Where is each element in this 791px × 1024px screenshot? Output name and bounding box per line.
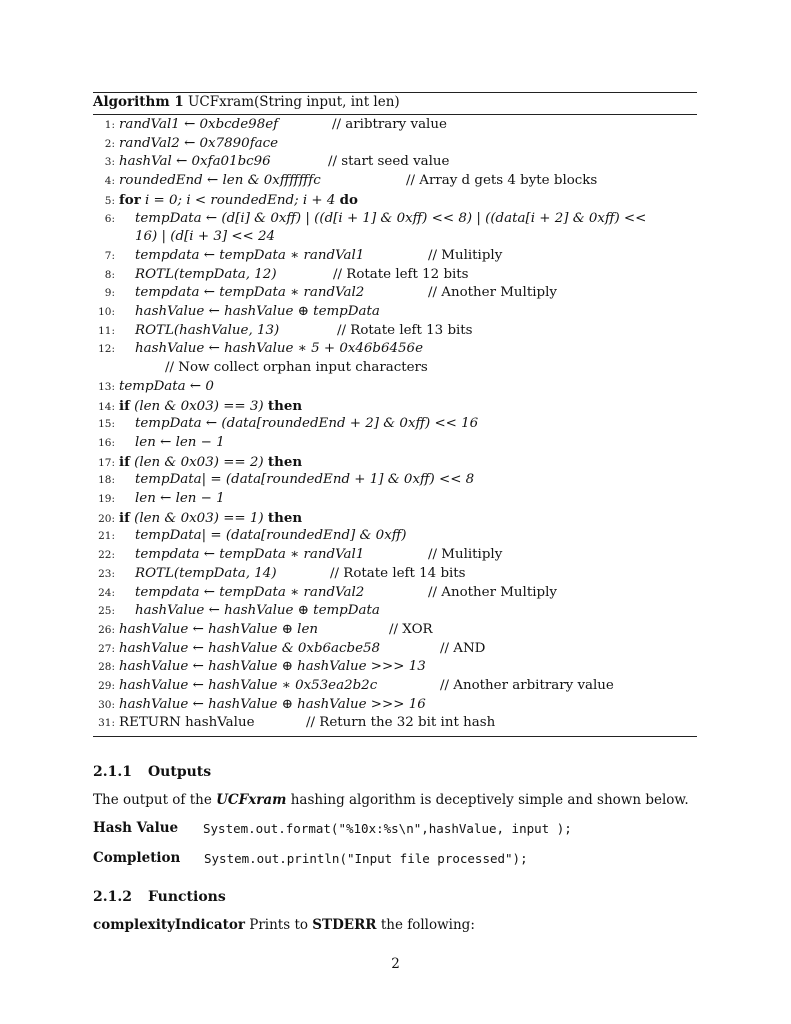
code-text: hashValue ← hashValue & 0xb6acbe58 [119, 640, 381, 656]
algorithm-line [93, 696, 426, 714]
code-text: 16) | (d[i + 3] << 24 [135, 229, 276, 245]
line-body [119, 153, 271, 171]
line-number: 15: [98, 418, 115, 431]
line-number: 23: [98, 567, 115, 580]
line-body [119, 509, 302, 528]
code-comment: // XOR [389, 621, 433, 637]
keyword: then [267, 509, 303, 526]
code-text: tempData ← (d[i] & 0xff) | ((d[i + 1] & 0xff) << 8) | ((data[i + 2] & 0xff) << [135, 210, 647, 226]
line-number: 30: [98, 698, 115, 711]
code-text: randVal1 ← 0xbcde98ef [119, 117, 279, 132]
function-name: complexityIndicator [93, 917, 245, 933]
code-comment: // Mulitiply [428, 247, 503, 263]
line-body [135, 434, 225, 452]
line-number: 20: [98, 512, 115, 525]
line-body [135, 322, 279, 340]
code-comment: // Rotate left 12 bits [333, 266, 469, 282]
algorithm-line [93, 621, 433, 639]
line-body [135, 584, 364, 602]
line-number: 26: [98, 623, 115, 636]
line-number: 1: [104, 119, 115, 131]
algorithm-line [93, 135, 278, 153]
line-body [135, 340, 423, 358]
outputs-intro-paragraph [93, 792, 689, 808]
line-number: 12: [98, 343, 115, 356]
algorithm-line [93, 453, 302, 471]
code-text: i = 0; i < roundedEnd; i + 4 [145, 192, 336, 208]
algorithm-line [93, 210, 646, 228]
algorithm-line [93, 303, 380, 321]
line-body [119, 640, 380, 658]
algorithm-caption [93, 94, 400, 110]
code-text: hashValue ← hashValue ∗ 0x53ea2b2c [119, 678, 378, 693]
intro-text-end: hashing algorithm is deceptively simple and shown below. [286, 792, 689, 808]
code-text: tempdata ← tempData ∗ randVal2 [135, 584, 365, 600]
algorithm-line [93, 284, 557, 302]
code-text: ROTL(hashValue, 13) [135, 322, 280, 338]
line-body [119, 397, 302, 416]
line-number: 3: [104, 156, 115, 169]
line-number: 2: [104, 137, 115, 150]
line-body [135, 602, 380, 620]
keyword: then [267, 397, 303, 414]
line-body [119, 378, 214, 396]
code-text: tempData| = (data[roundedEnd] & 0xff) [135, 528, 407, 544]
algorithm-line [93, 359, 428, 377]
line-number: 11: [98, 324, 115, 337]
line-number: 28: [98, 661, 115, 674]
line-body [135, 527, 406, 545]
algorithm-top-rule [93, 92, 697, 93]
code-text: hashValue ← hashValue ∗ 5 + 0x46b6456e [135, 341, 424, 357]
line-number: 14: [98, 400, 115, 413]
algorithm-line [93, 658, 426, 676]
algorithm-line [93, 434, 225, 452]
line-body [135, 546, 364, 564]
code-text: tempData ← (data[roundedEnd + 2] & 0xff) << 16 [135, 416, 479, 432]
algorithm-line [93, 714, 496, 732]
algorithm-line [93, 415, 478, 433]
section-title: Outputs [147, 764, 212, 780]
code-text: (len & 0x03) == 2) [134, 454, 264, 470]
line-body [119, 453, 302, 472]
line-body [135, 415, 478, 433]
algorithm-line [93, 340, 423, 358]
code-text: tempdata ← tempData ∗ randVal2 [135, 285, 365, 301]
code-comment: // Array d gets 4 byte blocks [406, 173, 598, 189]
algorithm-line [93, 509, 302, 527]
code-text: len ← len − 1 [135, 491, 225, 506]
line-body [135, 284, 364, 302]
code-comment: // Mulitiply [428, 547, 503, 563]
code-text: RETURN hashValue [119, 715, 255, 731]
algorithm-line [93, 527, 406, 545]
line-body [119, 658, 426, 676]
code-text: hashValue ← hashValue ⊕ tempData [135, 304, 380, 319]
keyword: if [119, 397, 130, 414]
algorithm-line [93, 191, 358, 209]
algorithm-line [93, 490, 225, 508]
algorithm-label: Algorithm 1 [93, 94, 184, 110]
code-comment: // Now collect orphan input characters [165, 360, 428, 376]
algorithm-line [93, 172, 598, 190]
hash-value-label: Hash Value [93, 820, 179, 836]
line-number: 29: [98, 680, 115, 692]
line-number: 18: [98, 474, 115, 487]
code-text: randVal2 ← 0x7890face [119, 135, 279, 151]
algorithm-line [93, 397, 302, 415]
function-desc-end: the following: [376, 917, 475, 933]
code-comment: // Another arbitrary value [440, 678, 614, 693]
code-text: ROTL(tempData, 14) [135, 565, 277, 581]
line-body [119, 714, 255, 732]
completion-code: System.out.println("Input file processed"); [204, 851, 528, 866]
line-body [135, 247, 364, 265]
code-text: hashValue ← hashValue ⊕ len [119, 621, 319, 637]
section-number: 2.1.2 [93, 889, 132, 905]
code-text: hashValue ← hashValue ⊕ hashValue >>> 13 [119, 659, 426, 675]
line-number: 16: [98, 436, 115, 449]
algorithm-line [93, 247, 503, 265]
line-number: 4: [104, 175, 115, 188]
line-number: 24: [98, 586, 115, 599]
line-number: 22: [98, 549, 115, 562]
algorithm-line [93, 228, 275, 246]
hash-value-code: System.out.format("%10x:%s\n",hashValue, input ); [203, 821, 572, 836]
page-number: 2 [391, 956, 400, 972]
line-body [135, 228, 275, 246]
algorithm-line [93, 584, 557, 602]
code-comment: // AND [440, 640, 486, 656]
line-number: 19: [98, 493, 115, 505]
code-text: hashValue ← hashValue ⊕ hashValue >>> 16 [119, 696, 426, 712]
algorithm-bottom-rule [93, 736, 697, 737]
line-body [135, 266, 277, 284]
functions-item [93, 917, 475, 933]
algorithm-line [93, 116, 447, 134]
algorithm-caption-rule [93, 114, 697, 115]
section-heading-outputs [93, 764, 211, 780]
code-comment: // aribtrary value [332, 117, 447, 132]
code-text: ROTL(tempData, 12) [135, 266, 277, 282]
line-number: 31: [98, 717, 115, 730]
code-text: (len & 0x03) == 3) [134, 398, 264, 414]
code-text: hashVal ← 0xfa01bc96 [119, 154, 271, 170]
line-body [135, 210, 646, 228]
section-heading-functions [93, 889, 226, 905]
line-number: 21: [98, 530, 115, 543]
code-text: hashValue ← hashValue ⊕ tempData [135, 603, 380, 619]
algorithm-line [93, 266, 469, 284]
line-body [119, 191, 358, 210]
line-number: 27: [98, 642, 115, 655]
line-body [119, 621, 318, 639]
intro-text: The output of the [93, 792, 217, 808]
line-body [135, 490, 225, 508]
algorithm-line [93, 153, 450, 171]
line-body [119, 116, 278, 134]
line-number: 7: [104, 249, 115, 262]
keyword: do [339, 191, 358, 208]
algorithm-line [93, 602, 380, 620]
keyword: if [119, 509, 130, 526]
code-text: len ← len − 1 [135, 434, 225, 450]
line-body [119, 677, 377, 695]
line-body [135, 471, 474, 489]
line-number: 9: [104, 287, 115, 300]
code-comment: // start seed value [328, 154, 450, 170]
algorithm-line [93, 471, 474, 489]
line-body [119, 135, 278, 153]
code-text: tempdata ← tempData ∗ randVal1 [135, 547, 365, 563]
line-body [135, 565, 277, 583]
algorithm-signature: UCFxram(String input, int len) [188, 94, 400, 110]
code-comment: // Rotate left 14 bits [330, 565, 466, 581]
code-text: roundedEnd ← len & 0xfffffffc [119, 173, 321, 189]
line-number: 6: [104, 212, 115, 225]
section-number: 2.1.1 [93, 764, 132, 780]
line-number: 25: [98, 605, 115, 618]
keyword: then [267, 453, 303, 470]
algorithm-name: UCFxram [216, 792, 287, 808]
keyword: if [119, 453, 130, 470]
algorithm-line [93, 640, 486, 658]
line-number: 17: [98, 456, 115, 469]
line-body [119, 172, 321, 190]
algorithm-line [93, 378, 214, 396]
line-number: 10: [98, 306, 115, 318]
completion-label: Completion [93, 850, 181, 866]
line-number: 8: [104, 268, 115, 281]
code-comment: // Another Multiply [428, 285, 557, 301]
code-text: tempData ← 0 [119, 378, 214, 394]
code-comment: // Rotate left 13 bits [337, 322, 473, 338]
section-title: Functions [147, 889, 226, 905]
algorithm-line [93, 565, 466, 583]
algorithm-line [93, 546, 503, 564]
code-text: (len & 0x03) == 1) [134, 510, 264, 526]
code-text: tempData| = (data[roundedEnd + 1] & 0xff) << 8 [135, 472, 475, 488]
code-comment: // Another Multiply [428, 584, 557, 600]
line-body [119, 696, 426, 714]
algorithm-line [93, 322, 473, 340]
stderr-label: STDERR [312, 917, 377, 933]
line-body [135, 303, 380, 321]
line-number: 5: [104, 194, 115, 207]
code-text: tempdata ← tempData ∗ randVal1 [135, 247, 365, 263]
line-number: 13: [98, 380, 115, 393]
algorithm-line [93, 677, 614, 695]
function-desc: Prints to [244, 917, 313, 933]
keyword: for [119, 191, 141, 208]
code-comment: // Return the 32 bit int hash [306, 715, 496, 731]
